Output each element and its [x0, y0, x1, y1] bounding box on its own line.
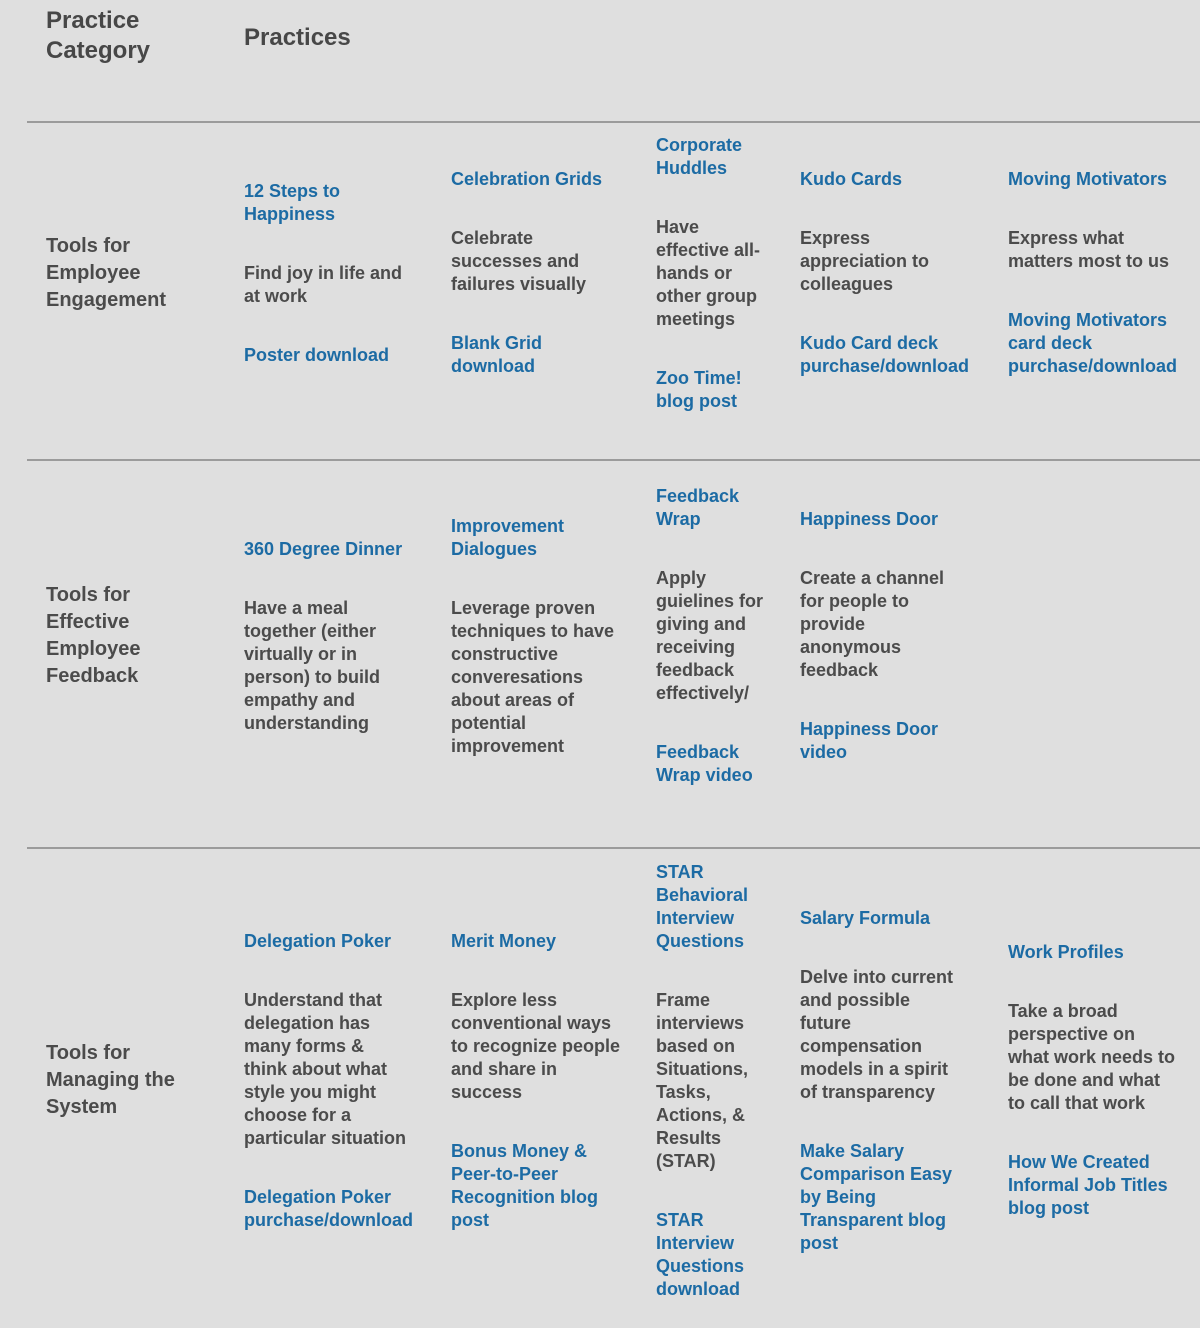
practice-description: Understand that delegation has many forms & think about what style you might choose for a particular situation — [244, 989, 407, 1148]
practice-cell-delegation-poker — [244, 849, 451, 1328]
practice-cell-star-behavioral-interview-questions — [656, 849, 800, 1328]
practice-resource-link[interactable]: Make Salary Comparison Easy by Being Transparent blog post — [800, 1140, 953, 1253]
practice-description: Create a channel for people to provide anonymous feedback — [800, 568, 945, 680]
practice-cell-moving-motivators — [1008, 123, 1200, 459]
practice-title-link[interactable]: Work Profiles — [1008, 942, 1124, 962]
practice-title-link[interactable]: Celebration Grids — [451, 169, 603, 189]
practice-resource-link[interactable]: Delegation Poker purchase/download — [244, 1186, 414, 1230]
practice-title-link[interactable]: Happiness Door — [800, 509, 939, 529]
category-cell — [0, 461, 244, 847]
practice-title-link[interactable]: Moving Motivators — [1008, 169, 1168, 189]
practice-cell-12-steps-to-happiness — [244, 123, 451, 459]
practice-description: Leverage proven techniques to have constructive converesations about areas of potential improvement — [451, 597, 615, 756]
header-cell-practices — [244, 0, 451, 121]
category-label: Tools for Employee Engagement — [46, 234, 167, 311]
practice-cell-empty — [1008, 461, 1200, 847]
practice-cell-feedback-wrap — [656, 461, 800, 847]
practice-description: Apply guielines for giving and receiving feedback effectively/ — [656, 568, 764, 703]
practice-resource-link[interactable]: Feedback Wrap video — [656, 742, 753, 785]
practice-title-link[interactable]: 12 Steps to Happiness — [244, 180, 341, 224]
practice-resource-link[interactable]: STAR Interview Questions download — [656, 1209, 745, 1299]
practice-description: Explore less conventional ways to recognize people and share in success — [451, 989, 621, 1102]
practice-title-link[interactable]: Kudo Cards — [800, 169, 903, 189]
header-cell-practice-category — [0, 0, 244, 121]
practice-cell-salary-formula — [800, 849, 1008, 1328]
practice-title-link[interactable]: 360 Degree Dinner — [244, 538, 403, 559]
column-header-practice-category: Practice Category — [46, 7, 151, 64]
practice-cell-corporate-huddles — [656, 123, 800, 459]
practice-resource-link[interactable]: How We Created Informal Job Titles blog post — [1008, 1152, 1168, 1218]
practice-description: Express what matters most to us — [1008, 228, 1170, 271]
practice-resource-link[interactable]: Poster download — [244, 344, 390, 365]
practice-cell-happiness-door — [800, 461, 1008, 847]
practice-resource-link[interactable]: Moving Motivators card deck purchase/download — [1008, 310, 1178, 376]
category-label: Tools for Effective Employee Feedback — [46, 584, 141, 687]
practice-title-link[interactable]: Salary Formula — [800, 907, 931, 928]
table-row-employee-engagement — [0, 123, 1200, 459]
practice-description: Frame interviews based on Situations, Tasks, Actions, & Results (STAR) — [656, 989, 749, 1171]
category-cell — [0, 123, 244, 459]
practice-cell-merit-money — [451, 849, 656, 1328]
practice-resource-link[interactable]: Zoo Time! blog post — [656, 367, 742, 411]
category-label: Tools for Managing the System — [46, 1042, 175, 1118]
practice-description: Find joy in life and at work — [244, 262, 403, 306]
table-header-row — [0, 0, 1200, 121]
practice-cell-improvement-dialogues — [451, 461, 656, 847]
practice-description: Have effective all-hands or other group meetings — [656, 216, 761, 329]
practice-resource-link[interactable]: Happiness Door video — [800, 719, 939, 762]
practice-title-link[interactable]: Merit Money — [451, 930, 557, 951]
practice-cell-work-profiles — [1008, 849, 1200, 1328]
practice-cell-360-degree-dinner — [244, 461, 451, 847]
practice-description: Have a meal together (either virtually or in person) to build empathy and understanding — [244, 597, 380, 733]
practice-resource-link[interactable]: Blank Grid download — [451, 333, 543, 376]
table-row-managing-the-system — [0, 849, 1200, 1328]
category-cell — [0, 849, 244, 1328]
practice-description: Express appreciation to colleagues — [800, 228, 930, 294]
column-header-practices: Practices — [244, 24, 351, 51]
practice-title-link[interactable]: Corporate Huddles — [656, 134, 743, 178]
practice-title-link[interactable]: Delegation Poker — [244, 930, 392, 951]
practice-description: Celebrate successes and failures visually — [451, 228, 587, 294]
practice-description: Delve into current and possible future compensation models in a spirit of transparency — [800, 966, 954, 1102]
practice-cell-kudo-cards — [800, 123, 1008, 459]
practice-title-link[interactable]: STAR Behavioral Interview Questions — [656, 861, 749, 951]
practice-title-link[interactable]: Feedback Wrap — [656, 486, 740, 529]
practice-resource-link[interactable]: Bonus Money & Peer-to-Peer Recognition blog post — [451, 1140, 598, 1230]
practice-title-link[interactable]: Improvement Dialogues — [451, 515, 565, 559]
practice-description: Take a broad perspective on what work needs to be done and what to call that work — [1008, 1001, 1176, 1113]
practice-resource-link[interactable]: Kudo Card deck purchase/download — [800, 333, 970, 376]
practice-cell-celebration-grids — [451, 123, 656, 459]
table-row-effective-employee-feedback — [0, 461, 1200, 847]
